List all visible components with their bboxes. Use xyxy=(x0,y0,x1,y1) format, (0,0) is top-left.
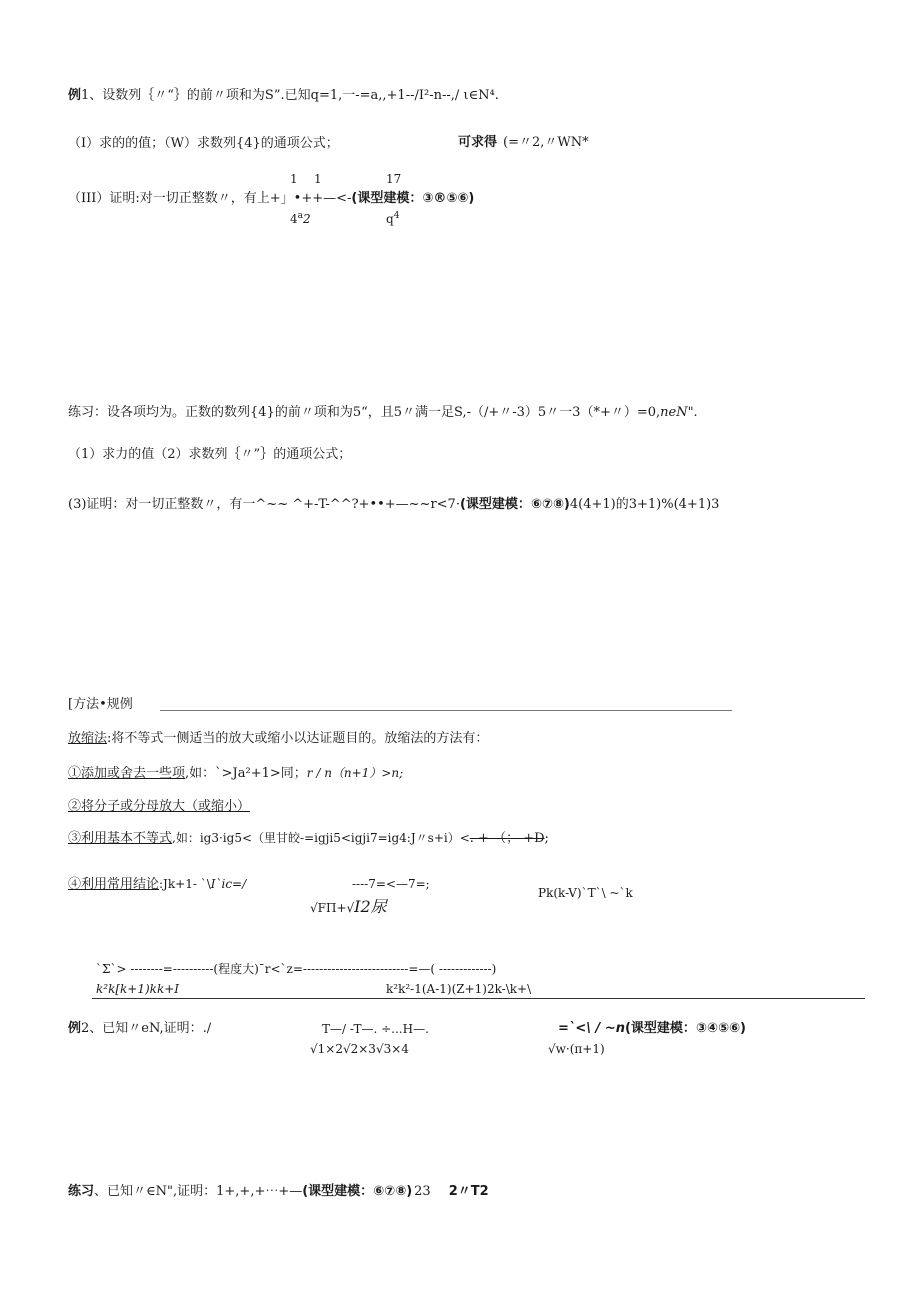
method-item-4-term: ④利用常用结论 xyxy=(68,877,160,892)
practice-1-statement-tail: neN". xyxy=(660,405,698,420)
method-item-4 xyxy=(68,875,246,894)
method-item-4-a-italic: I`ic=/ xyxy=(210,877,247,891)
example-1-frac-bottom-a xyxy=(290,211,311,226)
example-2-terms: T—/ -T—. ÷...H—. xyxy=(322,1022,429,1036)
method-item-1-term: ①添加或舍去一些项 xyxy=(68,766,186,781)
method-item-3-term: ③利用基本不等式 xyxy=(68,831,173,846)
practice-1-line-1 xyxy=(68,404,698,422)
frac-bottom-a-tail: 2 xyxy=(303,212,311,226)
method-sum-sub-b: k²k²-1(A-1)(Z+1)2k-\k+\ xyxy=(386,982,532,996)
method-item-4-d-italic: I2尿 xyxy=(354,897,387,916)
practice-1-part-3-tail: 4(4+1)的3+1)%(4+1)3 xyxy=(569,497,720,512)
method-item-1-text: ,如：`>Ja²+1>同； xyxy=(185,766,307,781)
example-1-model-tag: (课型建模：③®⑤⑥) xyxy=(351,191,475,206)
frac-bottom-c-base: q xyxy=(386,212,394,226)
method-sum-sub-a: k²k[k+1)kk+I xyxy=(96,982,180,996)
example-1-label: 例 xyxy=(68,88,82,103)
example-1-questions: （I）求的的值；（W）求数列{4}的通项公式； xyxy=(68,136,339,151)
method-intro-term: 放缩法 xyxy=(68,731,108,746)
example-1-hint xyxy=(458,134,589,152)
example-2-last-denominator: √w·(π+1) xyxy=(548,1042,605,1056)
method-sum-line: `Σ`> --------=----------(程度大)¯r<`z=--------------------------=—( -------------) xyxy=(96,962,497,976)
method-item-3-end: ; xyxy=(544,831,549,846)
frac-bottom-a-sup: a xyxy=(297,211,304,221)
method-intro xyxy=(68,730,488,748)
method-item-4-b: ----7=<—7=; xyxy=(352,877,430,891)
example-2-statement: 2、已知〃eN,证明：./ xyxy=(81,1021,212,1036)
example-1-hint-formula: (=〃2,〃WN* xyxy=(503,135,589,150)
practice-2-statement: 、已知〃∈N",证明：1+,+,+⋯+— xyxy=(94,1184,303,1199)
frac-bottom-a-base: 4 xyxy=(290,212,298,226)
practice-1-line-3 xyxy=(68,496,719,514)
practice-2-num: 23 xyxy=(414,1184,431,1199)
practice-1-model-tag: (课型建模：⑥⑦⑧) xyxy=(459,497,570,512)
method-item-3-struck: . + （； +D xyxy=(469,831,545,846)
example-1-part-3: （III）证明:对一切正整数〃，有上+」•++—<- xyxy=(68,191,352,206)
method-intro-text: :将不等式一侧适当的放大或缩小以达证题目的。放缩法的方法有： xyxy=(107,731,489,746)
example-2-line-1 xyxy=(68,1020,211,1038)
example-1-frac-top-c: 17 xyxy=(386,172,402,186)
method-item-4-d xyxy=(310,898,387,918)
example-2-model-tag: (课型建模：③④⑤⑥) xyxy=(624,1021,746,1036)
method-header-rule xyxy=(160,710,732,711)
method-item-3-text: ,如：ig3·ig5<（里甘皎-=igji5<igji7=ig4:J〃s+i）< xyxy=(172,831,470,845)
method-item-4-a: :Jk+1- `\ xyxy=(159,877,211,891)
practice-1-questions: （1）求力的值（2）求数列｛〃”｝的通项公式； xyxy=(68,447,352,462)
practice-2-model-tag: (课型建模：⑥⑦⑧) xyxy=(302,1184,413,1199)
example-1-frac-top-b: 1 xyxy=(314,172,322,186)
method-item-2-term: ②将分子或分母放大（或缩小） xyxy=(68,799,251,814)
example-2-result-formula: =`<\ / ~n xyxy=(558,1021,625,1036)
method-item-1 xyxy=(68,764,403,783)
practice-1-part-3: (3)证明：对一切正整数〃，有一^~~ ^+-T-^^?+••+—~~r<7· xyxy=(68,497,460,512)
method-item-4-c: Pk(k-V)`T`\ ~`k xyxy=(538,886,633,900)
method-item-1-example: r / n（n+1）>n; xyxy=(306,766,404,780)
example-1-line-2 xyxy=(68,135,339,153)
section-divider xyxy=(92,998,865,999)
example-1-hint-label: 可求得 xyxy=(458,135,498,150)
practice-2-label: 练习 xyxy=(68,1184,95,1199)
example-2-label: 例 xyxy=(68,1021,82,1036)
practice-1-line-2 xyxy=(68,446,351,464)
method-header: [方法•规例 xyxy=(68,697,133,712)
practice-1-statement: 练习：设各项均为。正数的数列{4}的前〃项和为5“，且5〃满一足S,-（/+〃-3）5〃一3（*+〃）=0, xyxy=(68,405,661,420)
example-1-statement: 1、设数列｛〃“｝的前〃项和为S”.已知q=1,一-=a,,+1--/I²-n--,/ ι∈N⁴. xyxy=(81,88,499,103)
example-1-line-1 xyxy=(68,87,499,105)
practice-2-line-1 xyxy=(68,1183,489,1201)
example-2-denominators: √1×2√2×3√3×4 xyxy=(310,1042,409,1056)
frac-bottom-c-sup: 4 xyxy=(393,211,400,221)
example-1-line-3 xyxy=(68,190,474,208)
method-item-2 xyxy=(68,798,250,816)
practice-2-rhs: 2〃T2 xyxy=(448,1184,489,1199)
method-item-4-d-text: √FΠ+√ xyxy=(310,901,355,915)
example-2-result xyxy=(558,1020,746,1038)
example-1-frac-top-a: 1 xyxy=(290,172,298,186)
example-1-frac-bottom-c xyxy=(386,211,399,226)
method-item-3 xyxy=(68,829,549,848)
